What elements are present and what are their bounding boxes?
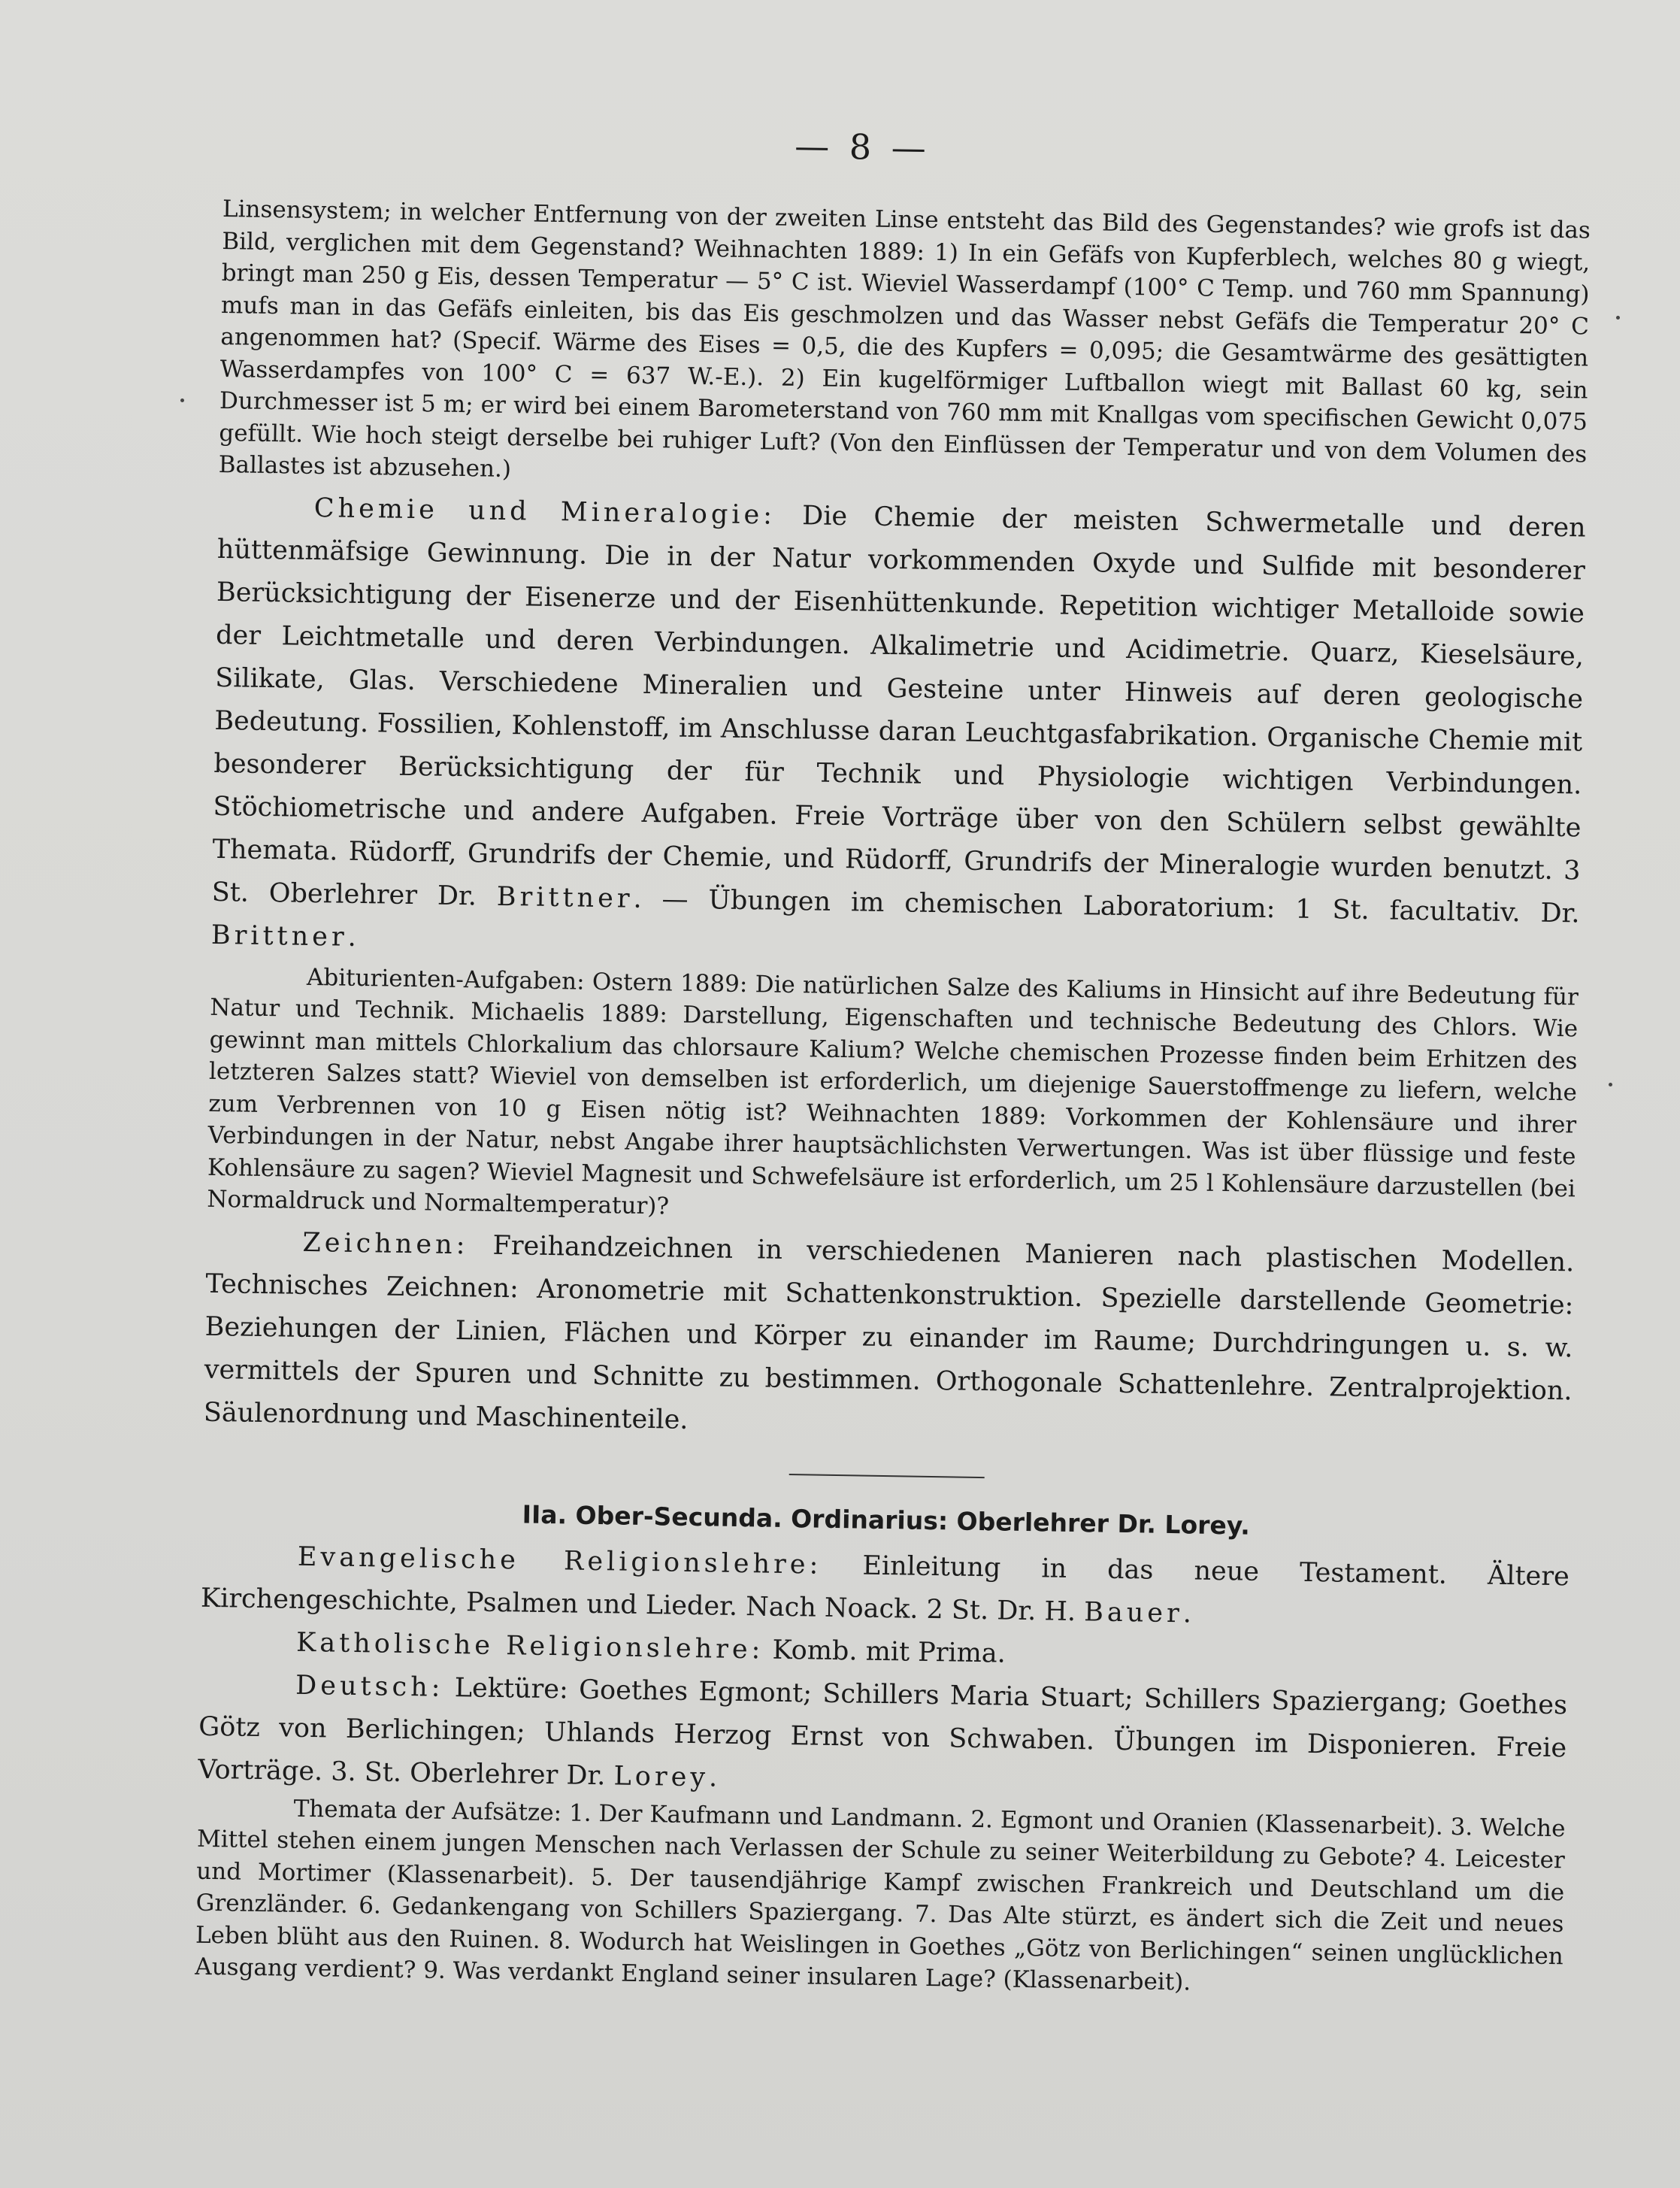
essays-paragraph — [195, 1791, 1566, 2005]
evangelical-teacher: Bauer — [1083, 1596, 1184, 1629]
catholic-text: Komb. mit Prima. — [764, 1635, 1006, 1669]
evangelical-label: Evangelische Religionslehre: — [297, 1541, 822, 1580]
chemistry-text: Die Chemie der meisten Schwermetalle und deren hüttenmäfsige Gewinnung. Die in der Natur vorkommenden Oxyde und Sulfide mit besonderer Berücksichtigung der Eisenerze und der Eisenhüttenkunde. Repetition wichtiger Metalloide sowie der Leichtmetalle und deren Verbindungen. Alkalimetrie und Acidimetrie. Quarz, Kieselsäure, Silikate, Glas. Verschiedene Mineralien und Gesteine unter Hinweis auf deren geologische Bedeutung. Fossilien, Kohlenstoff, im Anschlusse daran Leuchtgasfabrikation. Organische Chemie mit besonderer Berücksichtigung der für Technik und Physiologie wichtigen Verbindungen. Stöchiometrische und andere Aufgaben. Freie Vorträge über von den Schülern selbst gewählte Themata. Rüdorff, Grundrifs der Chemie, und Rüdorff, Grundrifs der Mineralogie wurden benutzt. 3 St. Oberlehrer Dr. — [211, 500, 1586, 912]
section-divider — [789, 1474, 985, 1478]
catholic-label: Katholische Religionslehre: — [295, 1627, 764, 1665]
drawing-text: Freihandzeichnen in verschiedenen Manieren nach plastischen Modellen. Technisches Zeichnen: Aronometrie mit Schattenkonstruktion. Spezielle darstellende Geometrie: Beziehungen der Linien, Flächen und Körper zu einander im Raume; Durchdringungen u. s. w. vermittels der Spuren und Schnitte zu bestimmen. Orthogonale Schattenlehre. Zentralprojektion. Säulenordnung und Maschinenteile. — [203, 1229, 1575, 1435]
evangelical-end: . — [1182, 1598, 1192, 1629]
margin-speck — [1616, 316, 1620, 320]
drawing-paragraph — [203, 1220, 1574, 1456]
page-number: — 8 — — [794, 125, 931, 168]
margin-speck — [180, 399, 184, 402]
page-content — [195, 117, 1592, 2005]
german-end: . — [708, 1762, 718, 1793]
german-label: Deutsch: — [295, 1670, 444, 1703]
chemistry-text-2: . — Übungen im chemischen Laboratorium: 1 St. facultativ. Dr. — [633, 883, 1580, 929]
chemistry-teacher: Brittner — [496, 881, 634, 914]
abitur-label: Abiturienten-Aufgaben: — [306, 963, 585, 996]
section-heading: IIa. Ober-Secunda. Ordinarius: Oberlehrer Dr. Lorey. — [522, 1499, 1251, 1541]
drawing-label: Zeichnen: — [302, 1227, 469, 1260]
evangelical-text: Einleitung in das neue Testament. Ältere Kirchengeschichte, Psalmen und Lieder. Nach Noack. 2 St. Dr. H. — [200, 1550, 1570, 1627]
abitur-paragraph — [207, 959, 1579, 1237]
german-text: Lektüre: Goethes Egmont; Schillers Maria Stuart; Schillers Spaziergang; Goethes Götz von Berlichingen; Uhlands Herzog Ernst von Schwaben. Übungen im Disponieren. Freie Vorträge. 3. St. Oberlehrer Dr. — [198, 1672, 1568, 1791]
abitur-text: Ostern 1889: Die natürlichen Salze des Kaliums in Hinsicht auf ihre Bedeutung für Natur und Technik. Michaelis 1889: Darstellung, Eigenschaften und technische Bedeutung des Chlors. Wie gewinnt man mittels Chlorkalium das chlorsaure Kalium? Welche chemischen Prozesse finden beim Erhitzen des letzteren Salzes statt? Wieviel von demselben ist erforderlich, um diejenige Sauerstoffmenge zu liefern, welche zum Verbrennen von 10 g Eisen nötig ist? Weihnachten 1889: Vorkommen der Kohlensäure und ihrer Verbindungen in der Natur, nebst Angabe ihrer hauptsächlichsten Verwertungen. Was ist über flüssige und feste Kohlensäure zu sagen? Wieviel Magnesit und Schwefelsäure ist erforderlich, um 25 l Kohlensäure darzustellen (bei Normaldruck und Normaltemperatur)? — [207, 968, 1579, 1220]
margin-speck — [1609, 1083, 1612, 1086]
essays-text: 1. Der Kaufmann und Landmann. 2. Egmont und Oranien (Klassenarbeit). 3. Welche Mittel stehen einem jungen Menschen nach Verlassen der Schule zu seiner Weiterbildung zu Gebote? 4. Leicester und Mortimer (Klassenarbeit). 5. Der tausendjährige Kampf zwischen Frankreich und Deutschland um die Grenzländer. 6. Gedankengang von Schillers Spaziergang. 7. Das Alte stürzt, es ändert sich die Zeit und neues Leben blüht aus den Ruinen. 8. Wodurch hat Weislingen in Goethes „Götz von Berlichingen“ seinen unglücklichen Ausgang verdient? 9. Was verdankt England seiner insularen Lage? (Klassenarbeit). — [195, 1799, 1566, 1996]
chemistry-label: Chemie und Mineralogie: — [313, 492, 776, 531]
chemistry-paragraph — [210, 485, 1586, 978]
essays-label: Themata der Aufsätze: — [293, 1795, 562, 1826]
german-teacher: Lorey — [613, 1760, 710, 1793]
german-paragraph — [198, 1662, 1567, 1813]
physics-continuation-paragraph: Linsensystem; in welcher Entfernung von der zweiten Linse entsteht das Bild des Gegenstandes? wie grofs ist das Bild, verglichen mit dem Gegenstand? Weihnachten 1889: 1) In ein Gefäfs von Kupferblech, welches 80 g wiegt, bringt man 250 g Eis, dessen Temperatur — 5° C ist. Wieviel Wasserdampf (100° C Temp. und 760 mm Spannung) mufs man in das Gefäfs einleiten, bis das Eis geschmolzen und das Wasser nebst Gefäfs die Temperatur 20° C angenommen hat? (Specif. Wärme des Eises = 0,5, die des Kupfers = 0,095; die Gesamtwärme des gesättigten Wasserdampfes von 100° C = 637 W.-E.). 2) Ein kugelförmiger Luftballon wiegt mit Ballast 60 kg, sein Durchmesser ist 5 m; er wird bei einem Barometerstand von 760 mm mit Knallgas vom specifischen Gewicht 0,075 gefüllt. Wie hoch steigt derselbe bei ruhiger Luft? (Von den Einflüssen der Temperatur und von dem Volumen des Ballastes ist abzusehen.) — [218, 195, 1591, 483]
chemistry-teacher-2: Brittner — [210, 920, 348, 953]
chemistry-end: . — [347, 922, 357, 953]
